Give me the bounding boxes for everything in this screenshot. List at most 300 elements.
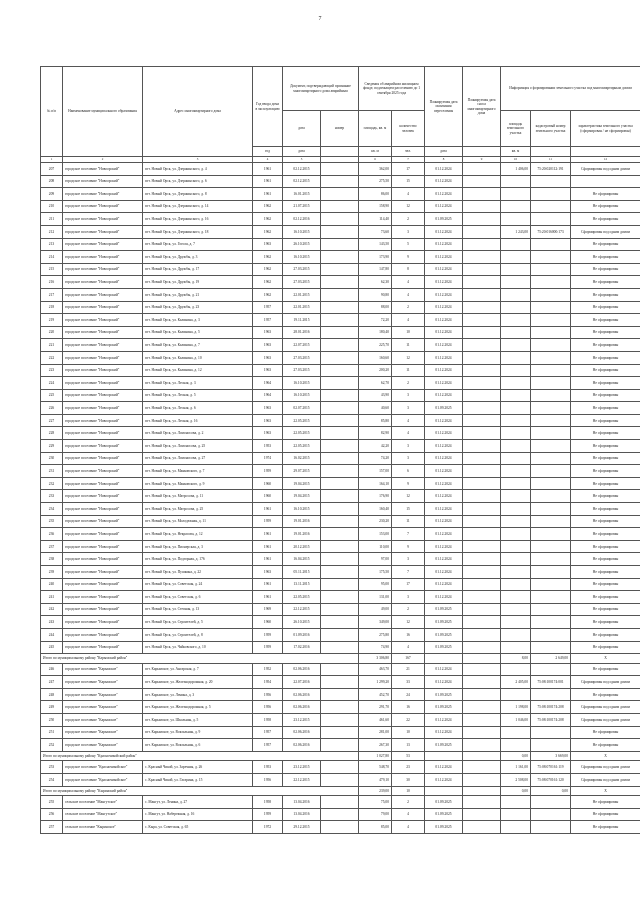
cell-demolish-date	[463, 188, 501, 201]
cell-plan-date: 01.09.2025	[425, 402, 463, 415]
table-row	[41, 540, 640, 553]
cell-demolish-date	[463, 578, 501, 591]
cell-year: 1974	[253, 452, 283, 465]
table-row	[41, 603, 640, 616]
cell-people: 11	[392, 364, 425, 377]
cell-municipality: городское поселение "Новоорский"	[63, 339, 143, 352]
cell-municipality: городское поселение "Новоорский"	[63, 528, 143, 541]
cell-year: 1963	[253, 364, 283, 377]
row-number: 225	[41, 389, 63, 402]
cell-land-status: Не сформирован	[571, 188, 640, 201]
cell-land-status: Не сформирован	[571, 238, 640, 251]
cell-year: 1953	[253, 440, 283, 453]
row-number: 240	[41, 578, 63, 591]
cell-emergency-number	[321, 238, 359, 251]
cell-land-status: Не сформирован	[571, 603, 640, 616]
cell-cadastral: 75:08:100174:208	[531, 701, 571, 714]
cell-demolish-date	[463, 566, 501, 579]
col-number: 2	[63, 157, 143, 163]
cell-year: 1963	[253, 566, 283, 579]
col-number: 3	[143, 157, 253, 163]
cell-year: 1954	[253, 676, 283, 689]
row-number: 243	[41, 616, 63, 629]
cell-area: 147,80	[359, 263, 392, 276]
cell-demolish-date	[463, 339, 501, 352]
cell-people: 33	[392, 676, 425, 689]
cell-area: 85,00	[359, 821, 392, 834]
cell-cadastral: 75:08:070161:119	[531, 761, 571, 774]
cell-land-area	[501, 377, 531, 390]
cell-municipality: городское поселение "Новоорский"	[63, 628, 143, 641]
cell-year: 1961	[253, 528, 283, 541]
cell-cadastral	[531, 213, 571, 226]
cell-emergency-date: 16.02.2015	[283, 452, 321, 465]
cell-land-status: Не сформирован	[571, 377, 640, 390]
cell-municipality: городское поселение "Красночикойское"	[63, 761, 143, 774]
cell-address: пгт. Карымское, ул. Ангарская, д. 7	[143, 663, 253, 676]
cell-address: с. Кыра, ул. Советская, д. 65	[143, 821, 253, 834]
cell-area: 479,10	[359, 773, 392, 786]
cell-people: 16	[392, 701, 425, 714]
cell-municipality: сельское поселение "Мангутское"	[63, 808, 143, 821]
row-number: 207	[41, 163, 63, 176]
row-number: 232	[41, 477, 63, 490]
cell-area: 49,00	[359, 603, 392, 616]
cell-municipality: городское поселение "Карымское"	[63, 663, 143, 676]
cell-cadastral	[531, 326, 571, 339]
cell-cadastral	[531, 364, 571, 377]
cell-year: 1963	[253, 402, 283, 415]
cell-plan-date: 01.09.2025	[425, 808, 463, 821]
table-row	[41, 188, 640, 201]
cell-land-area	[501, 578, 531, 591]
cell-people: 8	[392, 263, 425, 276]
cell-emergency-date: 22.07.2015	[283, 339, 321, 352]
cell-demolish-date	[463, 503, 501, 516]
cell-demolish-date	[463, 676, 501, 689]
cell-area: 82,90	[359, 427, 392, 440]
table-row	[41, 701, 640, 714]
cell-people: 10	[392, 726, 425, 739]
cell-people: 2	[392, 301, 425, 314]
cell-plan-date: 01.12.2024	[425, 414, 463, 427]
cell-municipality: городское поселение "Карымское"	[63, 701, 143, 714]
cell-year: 1969	[253, 603, 283, 616]
cell-area: 275,80	[359, 628, 392, 641]
cell-land-area	[501, 739, 531, 752]
cell-address: пгт. Карымское, ул. Ленина, д. 3	[143, 688, 253, 701]
table-row	[41, 351, 640, 364]
cell-land-status: Не сформирован	[571, 351, 640, 364]
table-row	[41, 364, 640, 377]
cell-municipality: городское поселение "Новоорский"	[63, 200, 143, 213]
cell-empty	[425, 751, 463, 761]
cell-emergency-number	[321, 402, 359, 415]
cell-area: 79,00	[359, 808, 392, 821]
cell-emergency-number	[321, 351, 359, 364]
cell-land-status: Не сформирован	[571, 200, 640, 213]
cell-year: 1957	[253, 726, 283, 739]
cell-year: 1961	[253, 540, 283, 553]
cell-people: 17	[392, 578, 425, 591]
cell-land-area	[501, 528, 531, 541]
cell-land-status: Не сформирован	[571, 276, 640, 289]
table-row	[41, 314, 640, 327]
cell-area: 153,00	[359, 528, 392, 541]
row-number: 242	[41, 603, 63, 616]
cell-land-status: Не сформирован	[571, 641, 640, 654]
cell-emergency-number	[321, 276, 359, 289]
cell-address: пгт. Новый Орск, ул. Строителей, д. 8	[143, 628, 253, 641]
cell-emergency-date: 02.06.2016	[283, 726, 321, 739]
cell-area: 160,60	[359, 351, 392, 364]
row-number: 239	[41, 566, 63, 579]
cell-address: пгт. Новый Орск, ул. Дружбы, д. 21	[143, 288, 253, 301]
table-row	[41, 163, 640, 176]
cell-demolish-date	[463, 701, 501, 714]
cell-emergency-number	[321, 440, 359, 453]
row-number: 216	[41, 276, 63, 289]
cell-municipality: городское поселение "Новоорский"	[63, 351, 143, 364]
cell-people: 2	[392, 213, 425, 226]
cell-plan-date: 01.12.2024	[425, 288, 463, 301]
cell-address: пгт. Новый Орск, ул. Подгорная, д. 176	[143, 553, 253, 566]
cell-plan-date: 01.12.2024	[425, 339, 463, 352]
cell-empty	[425, 654, 463, 664]
cell-land-area	[501, 364, 531, 377]
cell-people: 4	[392, 276, 425, 289]
cell-emergency-date: 02.12.2015	[283, 175, 321, 188]
cell-land-area	[501, 540, 531, 553]
cell-demolish-date	[463, 603, 501, 616]
header-municipality: Наименование муниципального образования	[63, 67, 143, 157]
cell-emergency-date: 16.10.2015	[283, 377, 321, 390]
row-number: 253	[41, 761, 63, 774]
row-number: 249	[41, 701, 63, 714]
cell-cadastral	[531, 490, 571, 503]
cell-year: 1963	[253, 427, 283, 440]
cell-address: пгт. Новый Орск, ул. Лесная, д. 5	[143, 389, 253, 402]
cell-land-status: Не сформирован	[571, 808, 640, 821]
cell-year: 1957	[253, 739, 283, 752]
unit-blank	[463, 147, 501, 157]
cell-address: пгт. Новый Орск, ул. Дружбы, д. 17	[143, 263, 253, 276]
cell-land-area	[501, 503, 531, 516]
row-number: 230	[41, 452, 63, 465]
table-row	[41, 663, 640, 676]
cell-emergency-date: 19.04.2015	[283, 490, 321, 503]
cell-people: 4	[392, 821, 425, 834]
cell-area: 62,30	[359, 276, 392, 289]
cell-emergency-number	[321, 225, 359, 238]
cell-address: пгт. Новый Орск, ул. Дзержинского, д. 16	[143, 213, 253, 226]
cell-people: 9	[392, 540, 425, 553]
cell-address: пгт. Новый Орск, ул. Молодежная, д. 11	[143, 515, 253, 528]
cell-people: 7	[392, 528, 425, 541]
cell-municipality: городское поселение "Карымское"	[63, 739, 143, 752]
cell-land-status: Не сформирован	[571, 389, 640, 402]
cell-land-status: Не сформирован	[571, 663, 640, 676]
cell-plan-date: 01.12.2024	[425, 200, 463, 213]
cell-demolish-date	[463, 351, 501, 364]
cell-emergency-date: 16.04.2015	[283, 553, 321, 566]
cell-emergency-date: 26.10.2015	[283, 238, 321, 251]
cell-emergency-date: 16.10.2015	[283, 503, 321, 516]
cell-municipality: городское поселение "Новоорский"	[63, 301, 143, 314]
cell-demolish-date	[463, 389, 501, 402]
header-land-status: характеристика земельного участка (сформирован / не сформирован)	[571, 111, 640, 147]
row-number: 210	[41, 200, 63, 213]
cell-area: 97,00	[359, 553, 392, 566]
row-number: 224	[41, 377, 63, 390]
cell-demolish-date	[463, 808, 501, 821]
cell-land-status: Не сформирован	[571, 628, 640, 641]
cell-address: пгт. Новый Орск, ул. Степная, д. 13	[143, 603, 253, 616]
cell-cadastral	[531, 276, 571, 289]
cell-land-area	[501, 465, 531, 478]
cell-people: 7	[392, 566, 425, 579]
cell-municipality: городское поселение "Новоорский"	[63, 251, 143, 264]
cell-emergency-date: 22.12.2015	[283, 773, 321, 786]
cell-land-status: Не сформирован	[571, 796, 640, 809]
row-number: 237	[41, 540, 63, 553]
table-row	[41, 821, 640, 834]
subtotal-area: 3 306,80	[359, 654, 392, 664]
cell-emergency-number	[321, 364, 359, 377]
cell-cadastral	[531, 200, 571, 213]
cell-cadastral: 75:08:070161:120	[531, 773, 571, 786]
row-number: 229	[41, 440, 63, 453]
row-number: 217	[41, 288, 63, 301]
cell-address: пгт. Новый Орск, ул. Дзержинского, д. 14	[143, 200, 253, 213]
cell-emergency-number	[321, 821, 359, 834]
cell-address: пгт. Новый Орск, ул. Пионерская, д. 3	[143, 540, 253, 553]
cell-address: пгт. Новый Орск, ул. Калинина, д. 7	[143, 339, 253, 352]
cell-emergency-date: 13.11.2015	[283, 578, 321, 591]
cell-demolish-date	[463, 553, 501, 566]
cell-emergency-number	[321, 591, 359, 604]
cell-emergency-number	[321, 761, 359, 774]
row-number: 254	[41, 773, 63, 786]
cell-land-area	[501, 808, 531, 821]
cell-cadastral	[531, 628, 571, 641]
header-emergency-info: Сведения об аварийном жилищном фонде, подлежащем расселению до 1 сентября 2025 года	[359, 67, 425, 111]
cell-plan-date: 01.09.2025	[425, 603, 463, 616]
table-row	[41, 251, 640, 264]
cell-land-status: Не сформирован	[571, 821, 640, 834]
cell-people: 2	[392, 377, 425, 390]
table-row	[41, 440, 640, 453]
table-row	[41, 676, 640, 689]
cell-plan-date: 01.12.2024	[425, 773, 463, 786]
cell-area: 175,50	[359, 566, 392, 579]
cell-emergency-date: 13.04.2016	[283, 796, 321, 809]
cell-people: 12	[392, 351, 425, 364]
cell-people: 10	[392, 326, 425, 339]
col-number: 12	[571, 157, 640, 163]
subtotal-label: Итого по муниципальному району "Красночикойский район"	[41, 751, 359, 761]
cell-area: 461,60	[359, 714, 392, 727]
cell-plan-date: 01.12.2024	[425, 163, 463, 176]
subtotal-land-area: 8,00	[501, 654, 531, 664]
cell-plan-date: 01.12.2024	[425, 251, 463, 264]
cell-area: 95,00	[359, 578, 392, 591]
cell-land-status: Не сформирован	[571, 326, 640, 339]
table-row	[41, 490, 640, 503]
cell-emergency-date: 17.02.2016	[283, 641, 321, 654]
cell-demolish-date	[463, 238, 501, 251]
cell-land-status: Не сформирован	[571, 440, 640, 453]
cell-people: 15	[392, 503, 425, 516]
cell-cadastral: 75:20:016000:173	[531, 225, 571, 238]
cell-land-area	[501, 440, 531, 453]
cell-emergency-number	[321, 263, 359, 276]
cell-demolish-date	[463, 225, 501, 238]
cell-municipality: городское поселение "Новоорский"	[63, 402, 143, 415]
cell-address: пгт. Новый Орск, ул. Дружбы, д. 3	[143, 251, 253, 264]
cell-area: 1 299,20	[359, 676, 392, 689]
cell-people: 12	[392, 490, 425, 503]
cell-plan-date: 01.12.2024	[425, 490, 463, 503]
cell-plan-date: 01.12.2024	[425, 553, 463, 566]
unit-blank	[531, 147, 571, 157]
cell-cadastral	[531, 616, 571, 629]
cell-emergency-number	[321, 490, 359, 503]
cell-emergency-number	[321, 773, 359, 786]
cell-land-status: Не сформирован	[571, 414, 640, 427]
cell-municipality: городское поселение "Новоорский"	[63, 389, 143, 402]
cell-address: пгт. Новый Орск, ул. Ломоносова, д. 25	[143, 440, 253, 453]
cell-emergency-date: 23.12.2015	[283, 714, 321, 727]
cell-plan-date: 01.12.2024	[425, 440, 463, 453]
subtotal-total: 0,00	[531, 786, 571, 796]
cell-municipality: городское поселение "Новоорский"	[63, 163, 143, 176]
table-row	[41, 616, 640, 629]
cell-cadastral	[531, 663, 571, 676]
cell-plan-date: 01.12.2024	[425, 714, 463, 727]
col-number: 7	[392, 157, 425, 163]
cell-plan-date: 01.09.2025	[425, 628, 463, 641]
row-number: 226	[41, 402, 63, 415]
cell-land-area	[501, 663, 531, 676]
cell-municipality: городское поселение "Новоорский"	[63, 414, 143, 427]
table-row	[41, 641, 640, 654]
table-row	[41, 301, 640, 314]
cell-land-status: Не сформирован	[571, 726, 640, 739]
cell-emergency-date: 29.07.2015	[283, 465, 321, 478]
header-year: Год ввода дома в эксплуатацию	[253, 67, 283, 147]
cell-year: 1961	[253, 591, 283, 604]
cell-cadastral: 75:08:100174:208	[531, 714, 571, 727]
cell-emergency-number	[321, 641, 359, 654]
unit-people: чел.	[392, 147, 425, 157]
cell-emergency-date: 27.03.2015	[283, 263, 321, 276]
cell-address: пгт. Новый Орск, ул. Строителей, д. 5	[143, 616, 253, 629]
cell-land-area	[501, 796, 531, 809]
cell-address: пгт. Новый Орск, ул. Дзержинского, д. 18	[143, 225, 253, 238]
cell-demolish-date	[463, 251, 501, 264]
cell-area: 110,00	[359, 540, 392, 553]
cell-emergency-number	[321, 616, 359, 629]
cell-area: 43,90	[359, 389, 392, 402]
cell-plan-date: 01.12.2024	[425, 676, 463, 689]
cell-land-area	[501, 603, 531, 616]
cell-people: 3	[392, 452, 425, 465]
row-number: 211	[41, 213, 63, 226]
cell-people: 3	[392, 440, 425, 453]
cell-municipality: городское поселение "Новоорский"	[63, 490, 143, 503]
cell-plan-date: 01.12.2024	[425, 591, 463, 604]
cell-land-status: Не сформирован	[571, 301, 640, 314]
cell-address: пгт. Новый Орск, ул. Ломоносова, д. 27	[143, 452, 253, 465]
header-emergency-doc: Документ, подтверждающий признание многоквартирного дома аварийным	[283, 67, 359, 111]
cell-demolish-date	[463, 726, 501, 739]
cell-people: 16	[392, 628, 425, 641]
cell-land-status: Сформирован под одним домом	[571, 714, 640, 727]
col-number: 8	[425, 157, 463, 163]
header-cadastral: кадастровый номер земельного участка	[531, 111, 571, 147]
cell-land-status: Сформирован под одним домом	[571, 701, 640, 714]
cell-cadastral	[531, 377, 571, 390]
cell-area: 85,80	[359, 414, 392, 427]
cell-people: 12	[392, 616, 425, 629]
header-land-area: площадь земельного участка	[501, 111, 531, 147]
cell-cadastral	[531, 641, 571, 654]
cell-people: 9	[392, 251, 425, 264]
cell-land-status: Не сформирован	[571, 688, 640, 701]
cell-plan-date: 01.12.2024	[425, 351, 463, 364]
cell-land-area	[501, 427, 531, 440]
cell-cadastral	[531, 288, 571, 301]
cell-demolish-date	[463, 364, 501, 377]
cell-emergency-number	[321, 200, 359, 213]
subtotal-land-area: 0,00	[501, 751, 531, 761]
cell-municipality: сельское поселение "Мангутское"	[63, 796, 143, 809]
cell-plan-date: 01.12.2024	[425, 276, 463, 289]
cell-municipality: городское поселение "Новоорский"	[63, 288, 143, 301]
row-number: 241	[41, 591, 63, 604]
cell-demolish-date	[463, 761, 501, 774]
cell-land-area: 1 161,00	[501, 761, 531, 774]
cell-land-status: Сформирован под одним домом	[571, 761, 640, 774]
cell-area: 281,00	[359, 726, 392, 739]
cell-area: 180,40	[359, 326, 392, 339]
cell-land-area	[501, 276, 531, 289]
cell-year: 1962	[253, 225, 283, 238]
row-number: 208	[41, 175, 63, 188]
cell-emergency-number	[321, 213, 359, 226]
cell-emergency-number	[321, 427, 359, 440]
cell-demolish-date	[463, 490, 501, 503]
cell-area: 200,20	[359, 364, 392, 377]
cell-demolish-date	[463, 200, 501, 213]
table-row	[41, 326, 640, 339]
cell-land-area: 1 243,00	[501, 225, 531, 238]
cell-cadastral	[531, 465, 571, 478]
cell-land-status: Не сформирован	[571, 427, 640, 440]
cell-municipality: городское поселение "Новоорский"	[63, 314, 143, 327]
table-row	[41, 414, 640, 427]
cell-land-status: Не сформирован	[571, 402, 640, 415]
cell-area: 143,50	[359, 238, 392, 251]
cell-emergency-date: 22.05.2015	[283, 427, 321, 440]
cell-area: 548,70	[359, 761, 392, 774]
cell-year: 1959	[253, 641, 283, 654]
cell-municipality: городское поселение "Новоорский"	[63, 364, 143, 377]
table-row	[41, 808, 640, 821]
subtotal-mark: X	[571, 654, 640, 664]
cell-area: 349,00	[359, 616, 392, 629]
